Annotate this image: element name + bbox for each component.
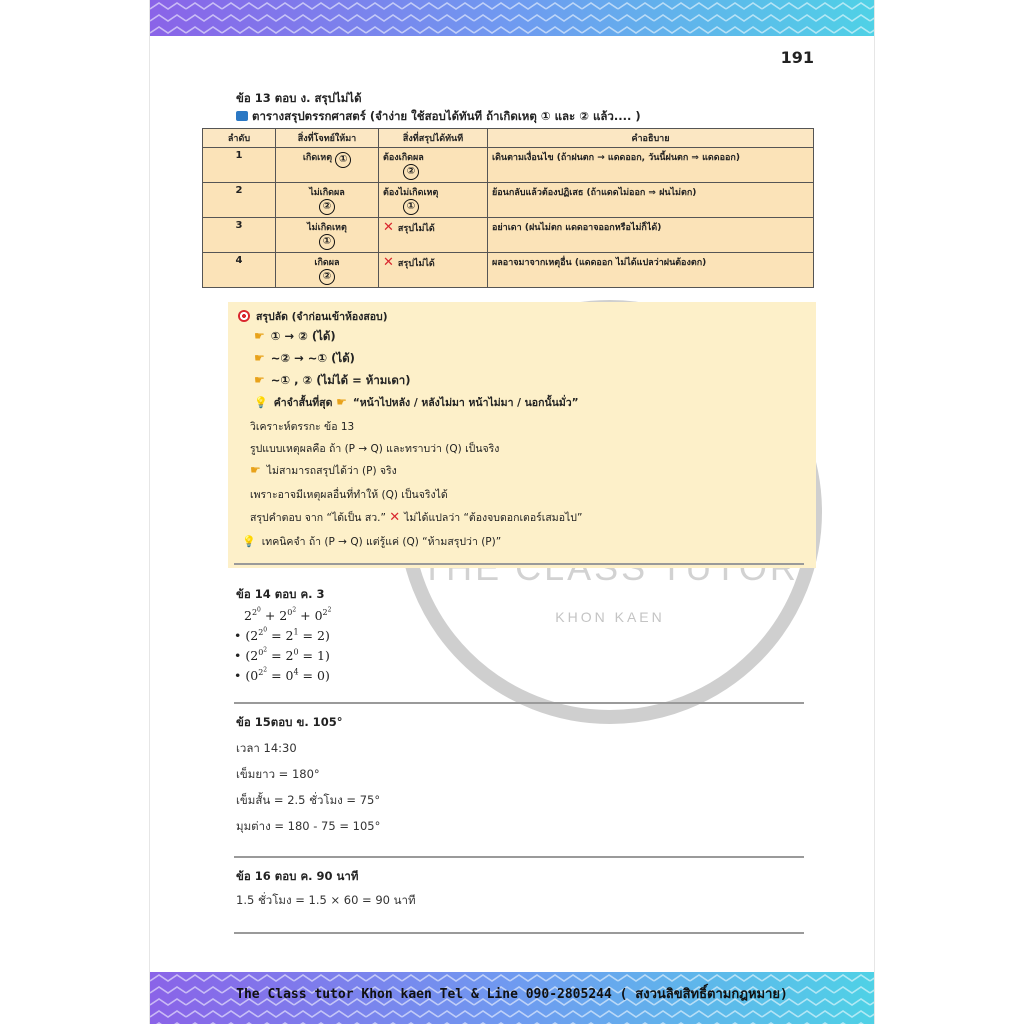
table-row	[203, 183, 814, 218]
summary-box	[228, 302, 816, 568]
divider	[234, 563, 804, 565]
circled-number: ②	[403, 164, 419, 180]
header-band	[150, 0, 874, 36]
pointing-hand-icon: ☛	[254, 351, 265, 365]
footer-contact: The Class tutor Khon kaen Tel & Line 090-2805244 ( สงวนลิขสิทธิ์ตามกฎหมาย)	[236, 987, 788, 1002]
row-given	[276, 218, 379, 253]
because-line: เพราะอาจมีเหตุผลอื่นที่ทำให้ (Q) เป็นจริงได้	[250, 489, 448, 501]
lightbulb-icon: 💡	[254, 396, 268, 409]
q15-line: เวลา 14:30	[236, 741, 297, 755]
conclusion-text: ต้องเกิดผล	[383, 153, 424, 163]
given-text: เกิดเหตุ	[302, 153, 333, 163]
analysis-title: วิเคราะห์ตรรกะ ข้อ 13	[250, 421, 355, 433]
summary-heading	[238, 308, 388, 325]
rule-1-text: ① → ② (ได้)	[270, 329, 336, 343]
pointing-hand-icon: ☛	[254, 373, 265, 387]
header-given: สิ่งที่โจทย์ให้มา	[276, 129, 379, 148]
given-text: เกิดผล	[314, 258, 340, 268]
header-order: ลำดับ	[203, 129, 276, 148]
memo-line	[254, 394, 579, 411]
q14-expression-text: $2^{2^0} + 2^{0^2} + 0^{2^2}$	[244, 606, 332, 623]
conclusion-line	[250, 509, 582, 526]
circled-number: ①	[335, 152, 351, 168]
conclusion-text: สรุปไม่ได้	[397, 224, 435, 234]
memo-label: คำจำสั้นที่สุด	[273, 397, 333, 409]
pointing-hand-icon: ☛	[254, 329, 265, 343]
row-conclusion	[379, 218, 488, 253]
conclusion-text: สรุปไม่ได้	[397, 259, 435, 269]
conclusion-post: ไม่ได้แปลว่า “ต้องจบดอกเตอร์เสมอไป”	[404, 512, 583, 524]
q13-table-title	[236, 108, 641, 126]
row-explanation: เดินตามเงื่อนไข (ถ้าฝนตก → แดดออก, วันนี้ฝนตก ⇒ แดดออก)	[488, 148, 814, 183]
table-row	[203, 218, 814, 253]
given-text: ไม่เกิดผล	[309, 188, 345, 198]
divider	[234, 702, 804, 704]
rule-3-text: ~① , ② (ไม่ได้ = ห้ามเดา)	[270, 373, 411, 387]
cannot-conclude-text: ไม่สามารถสรุปได้ว่า (P) จริง	[266, 465, 397, 477]
target-icon	[238, 310, 250, 322]
row-number: 2	[203, 183, 276, 218]
summary-heading-text: สรุปลัด (จำก่อนเข้าห้องสอบ)	[256, 311, 388, 323]
given-text: ไม่เกิดเหตุ	[307, 223, 347, 233]
conclusion-pre: สรุปคำตอบ จาก “ได้เป็น สว.”	[250, 512, 386, 524]
circled-number: ①	[319, 234, 335, 250]
row-given	[276, 253, 379, 288]
conclusion-text: ต้องไม่เกิดเหตุ	[383, 188, 439, 198]
book-icon	[236, 111, 248, 121]
technique-text: เทคนิคจำ ถ้า (P → Q) แต่รู้แค่ (Q) “ห้ามสรุปว่า (P)”	[261, 536, 502, 548]
table-row	[203, 253, 814, 288]
q13-table-title-text: ตารางสรุปตรรกศาสตร์ (จำง่าย ใช้สอบได้ทันที ถ้าเกิดเหตุ ① และ ② แล้ว.... )	[252, 109, 641, 123]
rule-2	[254, 350, 355, 368]
row-explanation: อย่าเดา (ฝนไม่ตก แดดอาจออกหรือไม่ก็ได้)	[488, 218, 814, 253]
q15-line: เข็มยาว = 180°	[236, 767, 320, 781]
row-given	[276, 183, 379, 218]
pointing-hand-icon: ☛	[250, 463, 261, 477]
table-header-row	[203, 129, 814, 148]
rule-2-text: ~② → ~① (ได้)	[270, 351, 355, 365]
rule-3	[254, 372, 411, 390]
logic-form: รูปแบบเหตุผลคือ ถ้า (P → Q) และทราบว่า (Q) เป็นจริง	[250, 443, 500, 455]
rule-1	[254, 328, 336, 346]
memo-text: “หน้าไปหลัง / หลังไม่มา หน้าไม่มา / นอกนั้นมั่ว”	[352, 397, 579, 409]
q16-title: ข้อ 16 ตอบ ค. 90 นาที	[236, 869, 359, 883]
row-given	[276, 148, 379, 183]
q13-title: ข้อ 13 ตอบ ง. สรุปไม่ได้	[236, 91, 362, 105]
q14-bullet-2: • $(2^{0^2} = 2^0 = 1)$	[234, 646, 330, 663]
q14-bullet-1: • $(2^{2^0} = 2^1 = 2)$	[234, 626, 330, 643]
row-number: 3	[203, 218, 276, 253]
q14-expression	[244, 606, 331, 623]
q15-title: ข้อ 15ตอบ ข. 105°	[236, 715, 343, 729]
row-number: 1	[203, 148, 276, 183]
header-conclusion: สิ่งที่สรุปได้ทันที	[379, 129, 488, 148]
divider	[234, 856, 804, 858]
row-explanation: ผลอาจมาจากเหตุอื่น (แดดออก ไม่ได้แปลว่าฝนต้องตก)	[488, 253, 814, 288]
page-number: 191	[780, 48, 814, 67]
watermark-line2: KHON KAEN	[555, 609, 665, 625]
cross-icon: ✕	[383, 220, 394, 235]
q15-line: เข็มสั้น = 2.5 ชั่วโมง = 75°	[236, 793, 381, 807]
lightbulb-icon: 💡	[242, 535, 256, 548]
cross-icon: ✕	[389, 510, 401, 525]
technique-line	[242, 533, 501, 550]
q14-bullet-3: • $(0^{2^2} = 0^4 = 0)$	[234, 666, 330, 683]
q14-title: ข้อ 14 ตอบ ค. 3	[236, 587, 325, 601]
row-explanation: ย้อนกลับแล้วต้องปฏิเสธ (ถ้าแดดไม่ออก ⇒ ฝนไม่ตก)	[488, 183, 814, 218]
circled-number: ①	[403, 199, 419, 215]
row-conclusion	[379, 183, 488, 218]
circled-number: ②	[319, 199, 335, 215]
q16-line: 1.5 ชั่วโมง = 1.5 × 60 = 90 นาที	[236, 893, 416, 907]
logic-summary-table	[202, 128, 814, 288]
row-conclusion	[379, 253, 488, 288]
cannot-conclude	[250, 462, 397, 479]
document-page	[149, 0, 875, 1024]
header-explanation: คำอธิบาย	[488, 129, 814, 148]
circled-number: ②	[319, 269, 335, 285]
pointing-hand-icon: ☛	[336, 395, 347, 409]
cross-icon: ✕	[383, 255, 394, 270]
q15-line: มุมต่าง = 180 - 75 = 105°	[236, 819, 381, 833]
row-conclusion	[379, 148, 488, 183]
table-row	[203, 148, 814, 183]
row-number: 4	[203, 253, 276, 288]
divider	[234, 932, 804, 934]
